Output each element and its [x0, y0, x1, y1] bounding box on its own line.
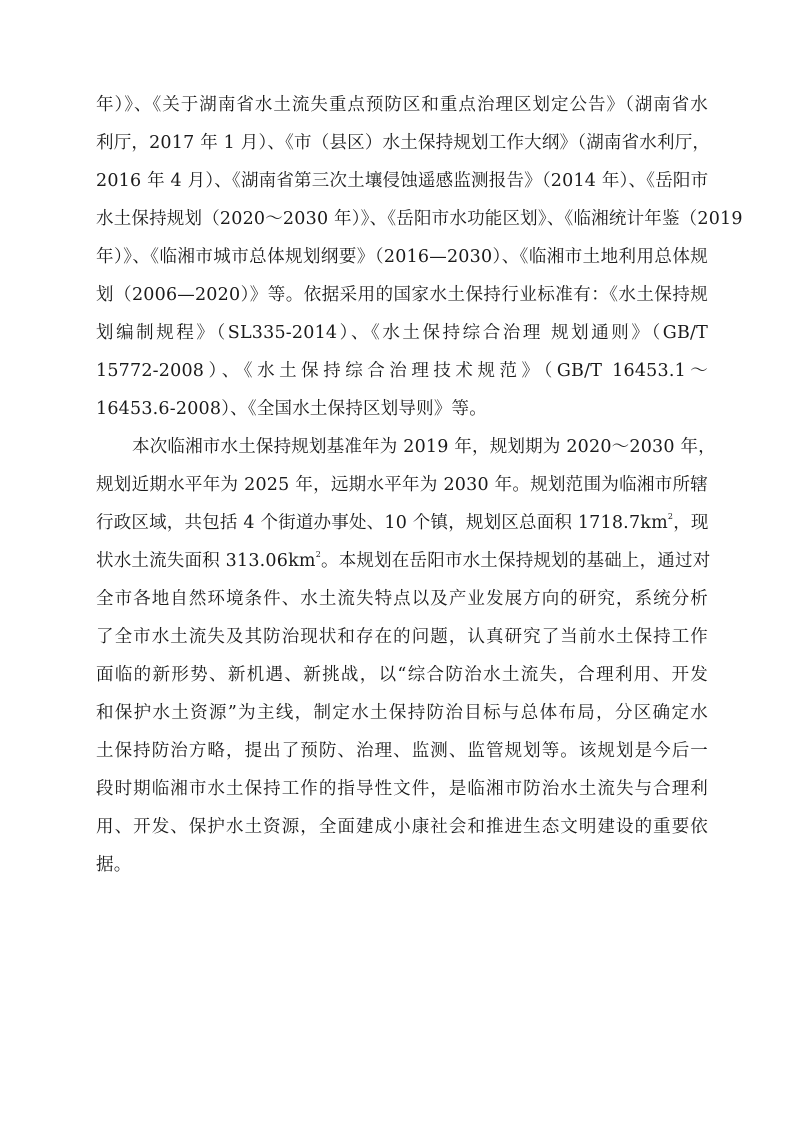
text-line: 土保持防治方略，提出了预防、治理、监测、监管规划等。该规划是今后一	[96, 741, 708, 761]
text-segment: 行政区域，共包括 4 个街道办事处、10 个镇，规划区总面积 1718.7km	[96, 513, 668, 533]
text-line: 年）》、《临湘市城市总体规划纲要》（2016—2030）、《临湘市土地利用总体规	[96, 247, 708, 267]
text-line: 了全市水土流失及其防治现状和存在的问题，认真研究了当前水土保持工作	[96, 627, 708, 647]
text-line: 和保护水土资源”为主线，制定水土保持防治目标与总体布局，分区确定水	[96, 703, 708, 723]
paragraph-planning-summary	[96, 428, 716, 884]
text-line-area	[96, 542, 711, 580]
text-line: 2016 年 4 月）、《湖南省第三次土壤侵蚀遥感监测报告》（2014 年）、《岳阳市	[96, 171, 709, 191]
text-line-area	[96, 504, 708, 542]
superscript: 2	[667, 512, 674, 521]
text-line: 用、开发、保护水土资源，全面建成小康社会和推进生态文明建设的重要依	[96, 817, 708, 837]
text-line: 利厅，2017 年 1 月）、《市（县区）水土保持规划工作大纲》（湖南省水利厅，	[96, 133, 711, 153]
superscript: 2	[315, 550, 321, 559]
text-line: 据。	[96, 855, 132, 875]
text-line: 水土保持规划（2020～2030 年）》、《岳阳市水功能区划》、《临湘统计年鉴（2019	[96, 209, 743, 229]
text-line: 规划近期水平年为 2025 年，远期水平年为 2030 年。规划范围为临湘市所辖	[96, 475, 708, 495]
text-line: 划编制规程》（SL335-2014）、《水土保持综合治理 规划通则》（GB/T	[96, 323, 708, 343]
text-line: 划（2006—2020）》等。依据采用的国家水土保持行业标准有：《水土保持规	[96, 285, 708, 305]
paragraph-references	[96, 86, 743, 428]
body-text	[96, 86, 743, 884]
text-line: 段时期临湘市水土保持工作的指导性文件，是临湘市防治水土流失与合理利	[96, 779, 708, 799]
text-line: 面临的新形势、新机遇、新挑战，以“综合防治水土流失，合理利用、开发	[96, 665, 708, 685]
text-segment: ，现	[673, 513, 709, 533]
text-line: 15772-2008）、《水土保持综合治理技术规范》（GB/T 16453.1～	[96, 361, 708, 381]
text-line: 年）》、《关于湖南省水土流失重点预防区和重点治理区划定公告》（湖南省水	[96, 95, 708, 115]
text-line: 全市各地自然环境条件、水土流失特点以及产业发展方向的研究，系统分析	[96, 589, 708, 609]
text-line: 本次临湘市水土保持规划基准年为 2019 年，规划期为 2020～2030 年，	[132, 437, 716, 457]
text-line: 16453.6-2008）、《全国水土保持区划导则》等。	[96, 399, 487, 419]
text-segment: 状水土流失面积 313.06km	[96, 551, 316, 571]
text-segment: 。本规划在岳阳市水土保持规划的基础上，通过对	[321, 551, 711, 571]
